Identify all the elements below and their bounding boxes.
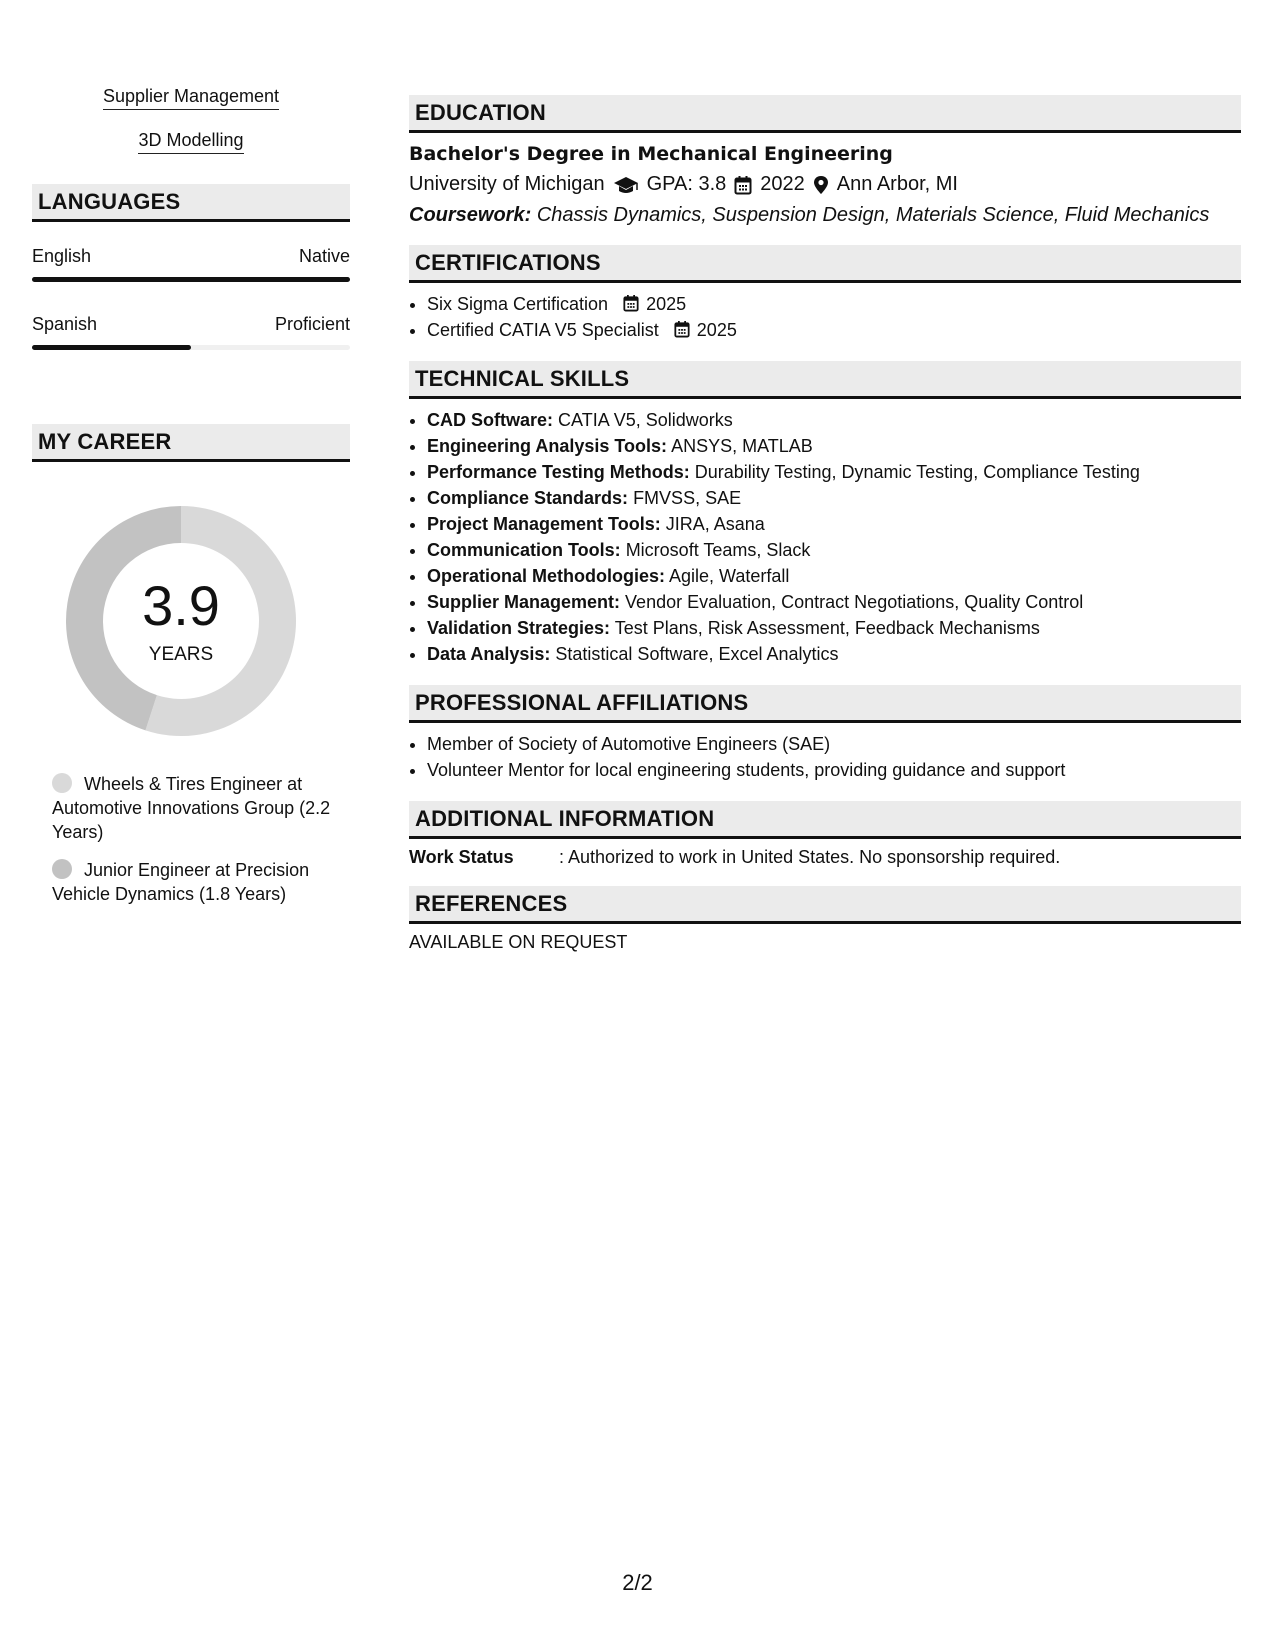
certification-name: Six Sigma Certification: [427, 294, 609, 314]
language-level: Native: [298, 246, 350, 266]
language-level: Proficient: [274, 314, 350, 334]
skill-tag: Supplier Management: [103, 86, 279, 110]
legend-dot-icon: [52, 859, 72, 879]
affiliations-list: [409, 731, 1241, 783]
education-heading: EDUCATION: [409, 95, 1241, 133]
skill-label: Communication Tools:: [427, 540, 621, 560]
certification-item: [427, 317, 1241, 343]
skill-label: Data Analysis:: [427, 644, 551, 664]
degree-title: Bachelor's Degree in Mechanical Engineering: [409, 143, 893, 165]
coursework: [409, 204, 1241, 227]
skill-item: [427, 615, 1241, 641]
language-name: English: [32, 246, 92, 266]
calendar-icon: [623, 294, 639, 312]
certification-year: 2025: [696, 320, 737, 340]
skill-value: Statistical Software, Excel Analytics: [555, 644, 839, 664]
references-heading: REFERENCES: [409, 886, 1241, 924]
education-details: [409, 173, 1241, 196]
gpa: GPA: 3.8: [646, 173, 727, 195]
language-name: Spanish: [32, 314, 98, 334]
coursework-list: Chassis Dynamics, Suspension Design, Materials Science, Fluid Mechanics: [536, 204, 1210, 226]
skill-label: Validation Strategies:: [427, 618, 611, 638]
affiliation-item: • Member of Society of Automotive Engineers (SAE): [427, 731, 1241, 757]
location-pin-icon: [813, 175, 829, 195]
language-bar: [32, 345, 350, 350]
certification-year: 2025: [646, 294, 687, 314]
technical-skills-heading: TECHNICAL SKILLS: [409, 361, 1241, 399]
career-legend: [52, 772, 350, 906]
skill-value: Vendor Evaluation, Contract Negotiations, Quality Control: [625, 592, 1084, 612]
calendar-icon: [674, 320, 690, 338]
page-number: 2/2: [622, 1570, 653, 1595]
language-bar-fill: [32, 277, 350, 282]
skill-value: Microsoft Teams, Slack: [625, 540, 811, 560]
certifications-list: [409, 291, 1241, 343]
affiliations-heading: PROFESSIONAL AFFILIATIONS: [409, 685, 1241, 723]
graduation-cap-icon: [613, 175, 639, 195]
skill-item: [427, 537, 1241, 563]
skill-value: CATIA V5, Solidworks: [558, 410, 733, 430]
skill-label: Engineering Analysis Tools:: [427, 436, 668, 456]
skill-label: Supplier Management:: [427, 592, 621, 612]
skill-item: [427, 433, 1241, 459]
education-location: Ann Arbor, MI: [836, 173, 958, 195]
skill-label: Performance Testing Methods:: [427, 462, 690, 482]
certification-name: Certified CATIA V5 Specialist: [427, 320, 659, 340]
skill-item: [427, 589, 1241, 615]
language-item: [32, 246, 350, 282]
skill-item: [427, 485, 1241, 511]
career-donut-chart: [66, 506, 296, 736]
skill-item: [427, 641, 1241, 667]
skill-tag: 3D Modelling: [138, 130, 243, 154]
coursework-label: Coursework:: [409, 204, 532, 226]
work-status-value: : Authorized to work in United States. No sponsorship required.: [559, 847, 1061, 867]
career-role-text: Junior Engineer at Precision Vehicle Dynamics (1.8 Years): [52, 860, 310, 904]
legend-dot-icon: [52, 773, 72, 793]
language-item: [32, 314, 350, 350]
certifications-heading: CERTIFICATIONS: [409, 245, 1241, 283]
school-name: University of Michigan: [409, 173, 605, 195]
skill-value: Agile, Waterfall: [669, 566, 790, 586]
skill-value: JIRA, Asana: [665, 514, 765, 534]
skill-label: Operational Methodologies:: [427, 566, 666, 586]
skill-label: Compliance Standards:: [427, 488, 629, 508]
career-total-years: 3.9: [142, 574, 220, 637]
skill-item: [427, 511, 1241, 537]
skill-label: CAD Software:: [427, 410, 554, 430]
languages-heading: LANGUAGES: [32, 184, 350, 222]
skill-value: ANSYS, MATLAB: [671, 436, 813, 456]
skill-label: Project Management Tools:: [427, 514, 661, 534]
skill-item: [427, 563, 1241, 589]
main-content: [409, 95, 1241, 953]
calendar-icon: [734, 175, 752, 195]
career-years-label: YEARS: [148, 644, 214, 665]
graduation-year: 2022: [760, 173, 805, 195]
technical-skills-list: [409, 407, 1241, 667]
work-status-row: [409, 847, 1241, 868]
work-status-label: Work Status: [409, 847, 514, 867]
skill-value: FMVSS, SAE: [633, 488, 742, 508]
certification-item: [427, 291, 1241, 317]
skill-value: Durability Testing, Dynamic Testing, Compliance Testing: [694, 462, 1140, 482]
career-role-text: Wheels & Tires Engineer at Automotive Innovations Group (2.2 Years): [52, 774, 331, 842]
skill-value: Test Plans, Risk Assessment, Feedback Mechanisms: [614, 618, 1040, 638]
career-role-item: [52, 858, 350, 906]
references-text: AVAILABLE ON REQUEST: [409, 932, 628, 952]
language-bar: [32, 277, 350, 282]
affiliation-item: • Volunteer Mentor for local engineering students, providing guidance and support: [427, 757, 1241, 783]
career-role-item: [52, 772, 350, 844]
career-heading: MY CAREER: [32, 424, 350, 462]
additional-info-heading: ADDITIONAL INFORMATION: [409, 801, 1241, 839]
sidebar: [32, 86, 350, 920]
skill-item: [427, 459, 1241, 485]
language-bar-fill: [32, 345, 191, 350]
skill-item: [427, 407, 1241, 433]
